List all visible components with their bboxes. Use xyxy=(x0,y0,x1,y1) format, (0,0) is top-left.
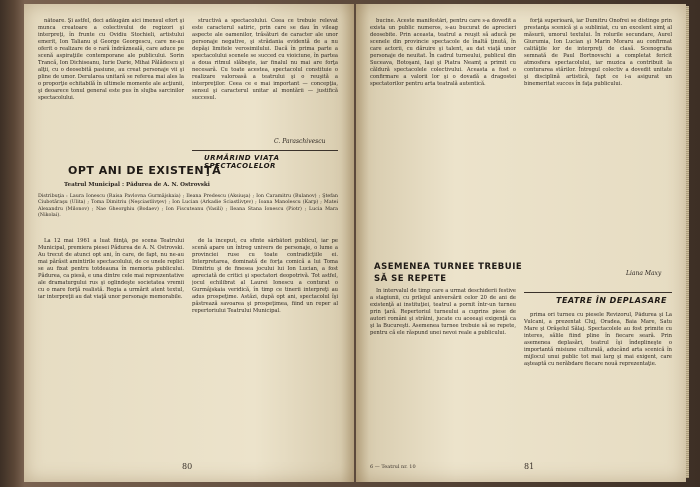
left-col1-top-text: nătoare. Şi astfel, deci adăugăm aici imensul efort şi munca creatoare a colectivului de regizori şi interpreţi, în frunte cu Ovidiu Stochieli, artistului emerit, Ion Talianu şi George Georgescu, care ne-au oferit o realizare de o rară îndrăzneală, care aduce pe scenă aspiraţiile contemporane ale publicului. Sorin Trancă, Ion Dichiseanu, Iurie Darie, Mihai Pălădescu şi alţii, cu o deosebită pasiune, au creat personaje vii şi pline de umor. Derularea unitară se referea mai ales la o proporţie echitabilă în ultimele momente ale acţiunii, şi deoarece tonul general este pus în slujba sarcinilor spectacolului. xyxy=(38,18,184,101)
left-col2-top-text: structivă a spectacolului. Ceea ce trebuie relevat este caracterul satiric, prin care se dau în vileag aspecte ale oamenilor, trăsături de caracter ale unor personaje negative, şi strădania evidentă de a nu depăşi limitele verosimilului. Dacă în prima parte a spectacolului scenele se succed cu vioiciune, în partea a doua ritmul slăbeşte, iar finalul nu mai are forţa necesară. Cu toate acestea, spectacolul constituie o realizare valoroasă a teatrului şi o reuşită a interpreţilor. Ceea ce e mai important — concepţia, sensul şi caracterul unitar al montării — justifică succesul. xyxy=(192,18,338,101)
right-col2-bottom-text: prima ori turneu cu piesele Revizorul, Pădurea şi La Vulcani, a prezentat Cluj, Oradea, Baia Mare, Satu Mare şi Orăşelul Sălaj. Spectacolele au fost primite cu interes, sălile fiind pline în fiecare seară. Prin asemenea deplasări, teatrul îşi îndeplineşte o importantă misiune culturală, aducând arta scenică în mijlocul unui public tot mai larg şi mai exigent, care aşteaptă cu nerăbdare fiecare nouă reprezentaţie. xyxy=(524,312,672,367)
cast-credits: Distribuţia : Laura Ionescu (Raisa Pavlovna Gurmâjskaia) ; Ileana Predescu (Aksiuşa) ; Ion Caramitru (Bulanov) ; Ştefan Ciubotăraşu (Ulita) ; Toma Dimitriu (Neşciastlivţev) ; Ion Lucian (Arkadie Sciastlivţev) ; Ioana Manolescu (Karp) ; Matei Alexandru (Milonov) ; Nae Gheorghiu (Bodaev) ; Ion Fiscuteanu (Vasili) ; Ileana Stana Ionescu (Piotr) ; Lucia Mara (Nikolai). xyxy=(38,194,338,219)
band-title: URMĂRIND VIAŢA SPECTACOLELOR xyxy=(204,154,280,170)
band-rule xyxy=(192,150,338,151)
left-col1-bottom-text: La 12 mai 1961 a luat fiinţă, pe scena Teatrului Municipal, premiera piesei Pădurea de A. N. Ostrovski. Au trecut de atunci opt ani, în care, de fapt, nu ne-au mai părăsit amintirile spectacolului, de ce unele replici se au fixat pentru totdeauna în memoria publicului. Pădurea, ca piesă, e una dintre cele mai reprezentative ale dramaturgului rus şi oglindeşte societatea vremii cu o mare forţă realistă. Regia a urmărit atent textul, iar interpreţii au dat viaţă unor personaje memorabile. xyxy=(38,238,184,300)
turnee-title-line1: ASEMENEA TURNEE TREBUIE xyxy=(374,262,523,272)
right-band-rule xyxy=(524,292,672,293)
right-band-title: TEATRE ÎN DEPLASARE xyxy=(556,296,668,305)
article-subtitle: Teatrul Municipal : Pădurea de A. N. Ostrovski xyxy=(64,182,210,188)
right-col2-top-text: forţă superioară, iar Dumitru Onofrei se distinge prin prestanţa scenică şi a subliniat, cu un excelent simţ al măsurii, umorul textului. În rolurile secundare, Aurel Giurumia, Ion Lucian şi Marin Moraru au confirmat calităţile lor de interpreţi de clasă. Scenografia semnată de Paul Bortnovschi a completat fericit atmosfera spectacolului, iar muzica a contribuit la conturarea stărilor. Întregul colectiv a dovedit unitate şi disciplină artistică, fapt ce i-a asigurat un binemeritat succes în faţa publicului. xyxy=(524,18,672,87)
right-col1-bottom-text: În intervalul de timp care a urmat deschiderii festive a stagiunii, cu prilejul aniversării celor 20 de ani de existenţă ai instituţiei, teatrul a pornit într-un turneu prin ţară. Repertoriul turneului a cuprins piese de autori români şi străini, jucate cu aceeaşi exigenţă ca şi la Bucureşti. Asemenea turnee trebuie să se repete, pentru că ele răspund unei nevoi reale a publicului. xyxy=(370,288,516,336)
right-page xyxy=(356,4,686,482)
left-signature: C. Paraschivescu xyxy=(274,138,326,145)
turnee-title-line2: SĂ SE REPETE xyxy=(374,274,447,284)
page-footer: 6 — Teatrul nr. 10 xyxy=(370,464,416,470)
right-signature: Liana Maxy xyxy=(626,270,662,277)
article-title: OPT ANI DE EXISTENŢĂ xyxy=(68,164,222,177)
page-edges xyxy=(686,6,689,478)
right-page-number: 81 xyxy=(524,462,535,471)
left-page-number: 80 xyxy=(182,462,193,471)
right-col1-top-text: bucine. Aceste manifestări, pentru care s-a dovedit a exista un public numeros, s-au bucurat de aprecieri deosebite. Prin aceasta, teatrul a reuşit să aducă pe scenele din provincie spectacole de înaltă ţinută, în care actorii, cu dăruire şi talent, au dat viaţă unor personaje de neuitat. În cadrul turneului, publicul din Suceava, Botoşani, Iaşi şi Piatra Neamţ a primit cu căldură spectacolele colectivului. Aceasta a fost o confirmare a valorii lor şi o dovadă a dragostei spectatorilor pentru arta teatrală autentică. xyxy=(370,18,516,87)
left-col2-bottom-text: de la început, cu sfinte sărbători publicul, iar pe scenă apare un întreg univers de personaje, o lume a provinciei ruse cu toate contradicţiile ei. Interpretarea, dominată de forţa comică a lui Toma Dimitriu şi de finesea jocului lui Ion Lucian, a fost apreciată de critici şi spectatori deopotrivă. Tot astfel, jocul echilibrat al Laurei Ionescu a conturat o Gurmâjskaia veridică, în timp ce tinerii interpreţi au adus prospeţime. Astăzi, după opt ani, spectacolul îşi păstrează savoarea şi prospeţimea, fiind un reper al repertoriului Teatrului Municipal. xyxy=(192,238,338,314)
left-page xyxy=(24,4,354,482)
